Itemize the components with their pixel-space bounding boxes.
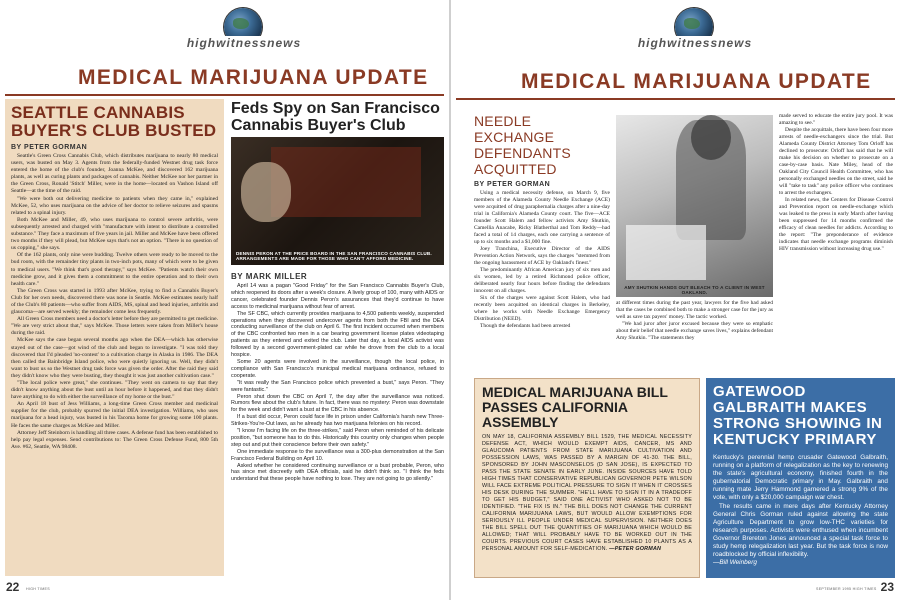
section-rule [456, 98, 895, 100]
article-body-col1: Using a medical necessity defense, on March 9, five members of the Alameda County Needle Exchange (ACE) were acquitted of drug paraphernalia charges after a nine-day trial in California's Alameda County court. The five—ACE founder Scott Halem and fellow activists Amy Shutkin, Camellia Anacabe, Ricky Blatherthal and Tom Reddy—had faced a total of 14 charges, each one carrying a sentence of up to six months and a $1,000 fine. Joey Tranchina, Executive Director of the AIDS Prevention Action Network, says the charges "stemmed from the ongoing harassment of ACE by Oakland's finest." The predominantly African American jury of six men and six women, led by a retired Richmond police officer, deliberated nearly four hours before finding the defendants innocent on all charges. Six of the charges were against Scott Halem, who had recently been acquitted on identical charges in Berkeley, where he works with Needle Exchange Emergency Distribution (NEED). Though the defendants had been arrested [474, 190, 610, 329]
photo-caption: AMY SHUTKIN HANDS OUT BLEACH TO A CLIENT IN WEST OAKLAND. [624, 285, 765, 295]
article-body-col3: made served to educate the entire jury pool. It was amazing to see." Despite the acquittals, there have been four more arrests of needle-exchangers since the trial. But Alameda County District Attorney Tom Orloff has declined to prosecute: Orloff has said that he will make his decision on whether to prosecute on a case-by-case basis. Nate Miley, head of the Oakland City Council Health Committee, who has personally exchanged needles on the street, said he will "take to task" any police officer who continues to arrest the exchangers. In related news, the Centers for Disease Control and Prevention report on needle-exchange which was leaked to the press in early March after having been suppressed for 14 months confirmed the efficacy of clean needles for addicts. According to the report: "The preponderance of evidence indicates that needle exchange programs diminish HIV transmission without increasing drug use." [779, 113, 893, 252]
masthead-label: highwitnessnews [186, 36, 302, 50]
page-number: 22 [6, 580, 20, 594]
masthead-right [615, 8, 775, 58]
box-body: ON MAY 18, CALIFORNIA ASSEMBLY BILL 1529, THE MEDICAL NECESSITY DEFENSE ACT, WHICH WOULD EXEMPT AIDS, CANCER, MS AND GLAUCOMA PATIENTS FROM STATE MARIJUANA CULTIVATION AND POSSESSION LAWS, WAS PASSED BY A MARGIN OF 41-30. THE BILL, SPONSORED BY JOHN MASCONSELOS (D SAN JOSE), IS EXPECTED TO PASS THE STATE SENATE IN EARLY JUNE. INSIDE SOURCES HAVE TOLD HIGH TIMES THAT CONSERVATIVE REPUBLICAN GOVERNOR PETE WILSON WILL FACE EXTREME POLITICAL PRESSURE TO SIGN IT WHEN IT CROSSES HIS DESK DURING THE SUMMER. "HE'LL HAVE TO SIGN IT IN A TRADEOFF TO GET HIS BUDGET," SAID ONE ACTIVIST WHO ASKED NOT TO BE IDENTIFIED. "THE FIX IS IN." THE BILL DOES NOT CHANGE THE CURRENT CALIFORNIA MARIJUANA LAWS, BUT WOULD ALLOW EXEMPTIONS FOR SERIOUSLY ILL PEOPLE UNDER MEDICAL SUPERVISION. NEITHER DOES THE BILL SPELL OUT THE QUANTITIES OF MARIJUANA WHICH WOULD BE ALLOWED; THAT WILL PROBABLY HAVE TO BE WORKED OUT IN THE COURTS. PREVIOUS COURT CASES HAVE ESTABLISHED 10 PLANTS AS A PERSONAL AMOUNT FOR SELF-MEDICATION. —PETER GORMAN [482, 434, 692, 552]
article-needle-exchange [474, 113, 610, 330]
box-signature: —PETER GORMAN [609, 546, 662, 552]
box-signature: —Bill Weinberg [713, 559, 757, 567]
article-body: Seattle's Green Cross Cannabis Club, which distributes marijuana to nearly 80 medical users, was busted on May 3. Agents from the federally-funded Westnet drug task force entered the home of the club's founder, Joanna McKee, and discovered 162 marijuana plants, as well as curing plants and packages of cannabis. Neither McKee nor her partner in the Green Cross, Ronald 'Stitch' Miller, were in the home—located on Vashon Island off Seattle—at the time of the raid. "We were both out delivering medicine to patients when they came in," explained McKee, 52, who uses marijuana on the advice of her doctor to relieve seizures and spasms related to a spinal injury. Both McKee and Miller, 49, who uses marijuana to control severe arthritis, were subsequently arrested and charged with "manufacture with intent to distribute a controlled substance." They face a maximum of five years in jail. Miller and McKee have been offered two months if they will plead, but McKee says that's not an option. "There is no question of us copping," she says. Of the 162 plants, only nine were budding. Twelve others were ready to be moved to the bud room, with the remainder tiny plants in two-inch pots, many of which were to be given to medical users. "We think that's good therapy," says McKee. "Patients watch their own medicine grow, and it gives them a commitment to the entire operation and to their own health care." The Green Cross was started in 1993 after McKee, trying to find a Cannabis Buyer's Club for her own needs, discovered there was none in Seattle. McKee estimates nearly half of the Club's 80 patients—who suffer from AIDS, MS, spinal and head injuries, arthritis and glaucoma—are served weekly; the remainder come less frequently. All Green Cross members need a doctor's letter before they are permitted to get medicine. "We are very strict about that," says McKee. Those letters were taken from Miller's house during the raid. McKee says the case began several months ago when the DEA—which has otherwise stayed out of the case—got wind of the club and began to investigate. "I was told they discovered that I'd pleaded 'no-contest' to a cultivation charge in Alaska in 1986. The DEA then called the Bainbridge Island police, who were quietly ignoring us. Well, they didn't want to bust us so the Westnet drug task force was given the order. After the raid they said they didn't know who they were busting, they thought it was just another cultivation case." "The local police were great," she continues. "They went on camera to say that they didn't know anything about the bust until an hour before it happened, and that they didn't have anything to do with either the surveillance of my home or the bust." An April 18 bust of Jess Williams, a long-time Green Cross member and medicinal supplier for the club, probably spurred the initial DEA investigation. Williams, who uses marijuana for a head injury, was busted in his Tacoma home for growing some 100 plants. He faces the same charges as McKee and Miller. Attorney Jeff Steinborn is handling all three cases. A defense fund has been established to help pay legal expenses. Send contributions to: The Green Cross Defense Fund, 800 5th Ave. #62, Seattle, WA 98408. [11, 153, 218, 450]
masthead-label: highwitnessnews [637, 36, 753, 50]
folio: SEPTEMBER 1995 HIGH TIMES [816, 587, 877, 591]
section-rule [5, 94, 444, 96]
dennis-peron-photo [231, 137, 444, 265]
folio: HIGH TIMES [26, 587, 50, 591]
article-sf [231, 100, 444, 134]
box-headline: GATEWOOD GALBRAITH MAKES STRONG SHOWING IN KENTUCKY PRIMARY [713, 383, 883, 448]
section-title: MEDICAL MARIJUANA UPDATE [78, 66, 429, 89]
masthead-left [164, 8, 324, 58]
page-number: 23 [880, 580, 894, 594]
article-seattle [5, 99, 224, 576]
box-headline: MEDICAL MARIJUANA BILL PASSES CALIFORNIA ASSEMBLY [482, 384, 668, 430]
article-headline: Feds Spy on San Francisco Cannabis Buyer's Club [231, 100, 440, 134]
box-body: Kentucky's perennial hemp crusader Gatewood Galbraith, running on a platform of relegalization as the key to renewing the state's agricultural economy, finished fourth in the gubernatorial Democratic primary in May. Galbraith and running mate Jerry Hammond garnered a strong 9% of the vote, with only a $20,000 campaign war chest. The results came in mere days after Kentucky Attorney General Chris Gorman ruled against allowing the state Agriculture Department to grow low-THC varieties for research purposes. Activists were enthused when incumbent Governor Brereton Jones announced a special task force to study hemp relegalization last year. But the task force is now roadblocked by official inflexibility. —Bill Weinberg [713, 454, 888, 567]
amy-shutkin-photo [616, 115, 773, 297]
photo-caption: DENNIS PERON AT THE PRICE BOARD IN THE SAN FRANCISCO CANNABIS CLUB. ARRANGEMENTS ARE MADE FOR THOSE WHO CAN'T AFFORD MEDICINE. [236, 251, 432, 261]
article-byline: BY MARK MILLER [231, 272, 308, 281]
left-page [0, 0, 449, 600]
section-title: MEDICAL MARIJUANA UPDATE [521, 70, 872, 93]
article-byline: BY PETER GORMAN [11, 144, 88, 151]
article-byline: BY PETER GORMAN [474, 181, 551, 188]
kentucky-primary-box [706, 378, 895, 578]
ca-assembly-box [474, 378, 700, 578]
right-page [451, 0, 900, 600]
article-headline: SEATTLE CANNABIS BUYER'S CLUB BUSTED [11, 103, 217, 140]
article-headline: NEEDLE EXCHANGE DEFENDANTS ACQUITTED [474, 113, 571, 177]
article-body: April 14 was a pagan "Good Friday" for the San Francisco Cannabis Buyer's Club, which reopened its doors after a week's closure. A lively group of 100, many with AIDS or cancer, celebrated founder Dennis Peron's assurances that they'd continue to have access to medicinal marijuana without fear of arrest. The SF CBC, which currently provides marijuana to 4,500 patients weekly, suspended operations when they discovered undercover agents from both the FBI and the DEA conducting surveillance of the club on April 6. The first incident occurred when members of the CBC confronted two men in a car bearing government license plates videotaping patients as they entered and exited the club. Later that day, a local AIDS activist was followed by a second government-plated car while he drove from the club to a local hospice. Some 20 agents were involved in the surveillance, though the local police, in compliance with San Francisco's municipal medical marijuana ordinance, refused to cooperate. "It was really the San Francisco police which prevented a bust," says Peron. "They were fantastic." Peron shut down the CBC on April 7, the day after the surveillance was noticed. Rumors flew about the club's future. In fact, there was no mystery: Peron was downstate for the week and didn't want a bust at the CBC in his absence. If a bust did occur, Peron could face life in prison under California's harsh new Three-Strikes-You're-Out laws, as he already has two marijuana felonies on his record. "I know I'm facing life on the three-strikes," said Peron when reminded of his delicate position, "but someone has to do this. Historically this country only changes when people step out and put their conscience before their own safety." One immediate response to the surveillance was a 300-plus demonstration at the San Francisco Federal Building on April 10. Asked whether he considered continuing surveillance or a bust probable, Peron, who has since met discreetly with DEA officials, said he didn't think so. "I think the feds understand that these people have nothing to lose. They are not going to go silently." [231, 283, 444, 483]
article-body-col2: at different times during the past year, lawyers for the five had asked that the cases be combined both to make a stronger case for the jury as well as save tax payers' money. The tactic worked. "We had juror after juror excused because they were so emphatic about their belief that needle exchange saves lives," explains defendant Amy Shutkin. "The statements they [616, 300, 773, 341]
